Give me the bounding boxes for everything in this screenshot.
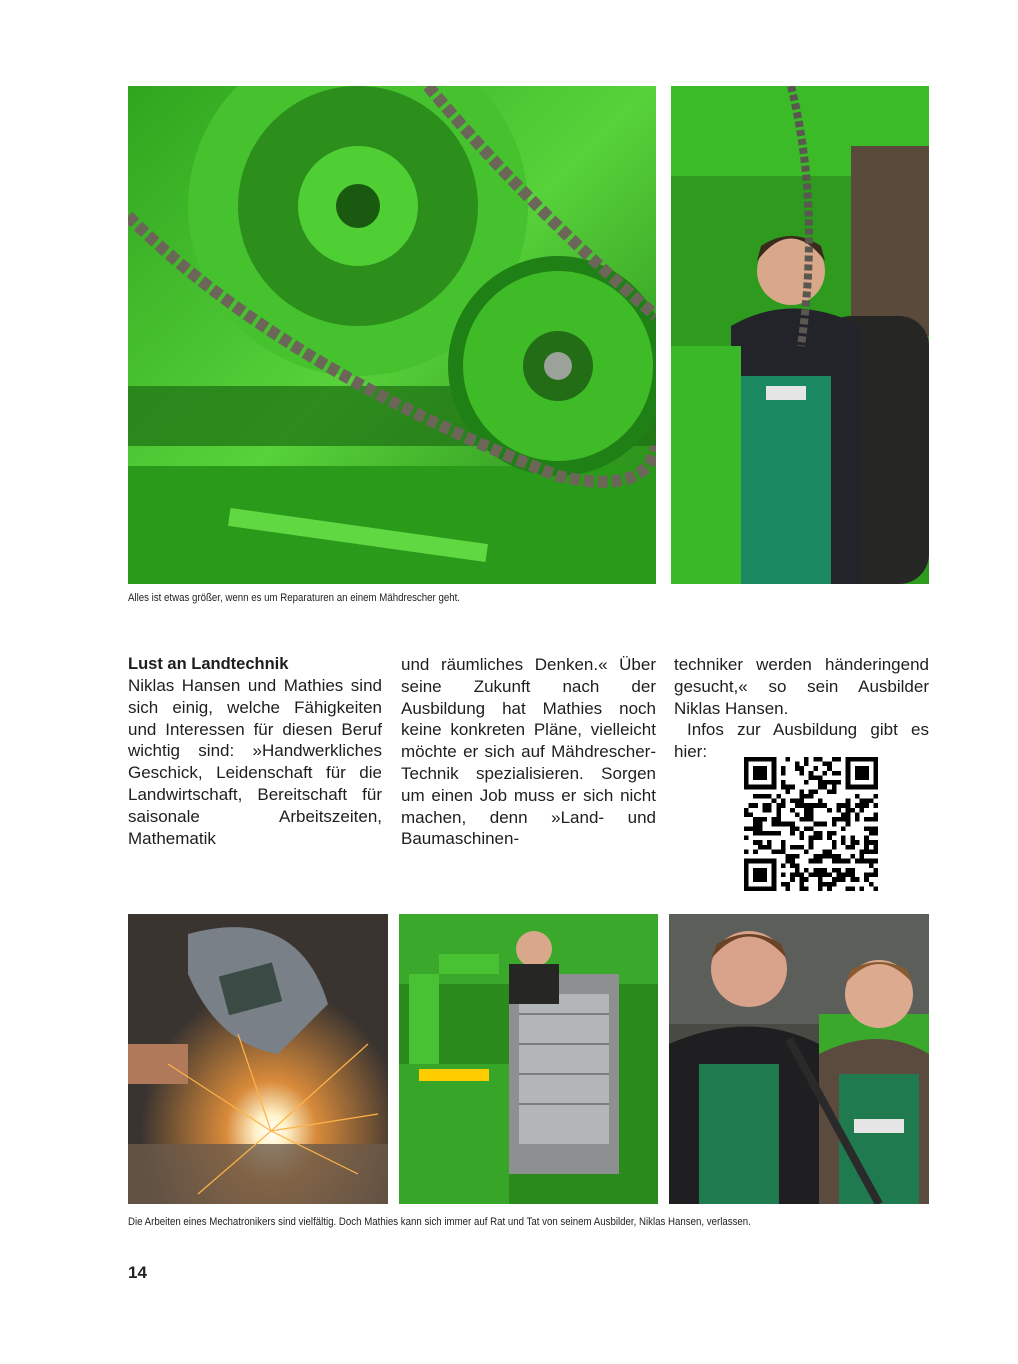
photo-combine-sprocket-chain [128, 86, 656, 584]
photo-trainer-explains [669, 914, 929, 1204]
article-text-3b: Infos zur Ausbildung gibt es hier: [674, 720, 929, 762]
article-text-1: Niklas Hansen und Mathies sind sich einig, welche Fähigkeiten und Interessen für diesen Beruf wichtig sind: »Handwerkliches Geschick, Leidenschaft für die Landwirtschaft, Bereitschaft für saisonale Arbeitszeiten, Mathematik [128, 676, 382, 848]
top-photo-caption: Alles ist etwas größer, wenn es um Reparaturen an einem Mähdrescher geht. [128, 592, 460, 604]
bottom-photos-caption: Die Arbeiten eines Mechatronikers sind vielfältig. Doch Mathies kann sich immer auf Rat und Tat von seinem Ausbilder, Niklas Hansen, verlassen. [128, 1216, 751, 1228]
article-text-3: techniker werden händeringend gesucht,« so sein Ausbilder Niklas Hansen. [674, 655, 929, 718]
qr-code[interactable] [744, 757, 878, 891]
article-column-1 [128, 654, 382, 849]
article-column-3 [674, 654, 929, 763]
photo-welding [128, 914, 388, 1204]
photo-apprentice-at-combine [671, 86, 929, 584]
article-column-2 [401, 654, 656, 850]
article-heading: Lust an Landtechnik [128, 655, 289, 673]
article-text-2: und räumliches Denken.« Über seine Zukunft nach der Ausbildung hat Mathies noch keine konkreten Pläne, vielleicht möchte er sich auf Mähdrescher-Technik spezialisieren. Sorgen um einen Job muss er sich nicht machen, denn »Land- und Baumaschinen- [401, 655, 656, 849]
page-number: 14 [128, 1263, 147, 1282]
photo-engine-repair [399, 914, 658, 1204]
